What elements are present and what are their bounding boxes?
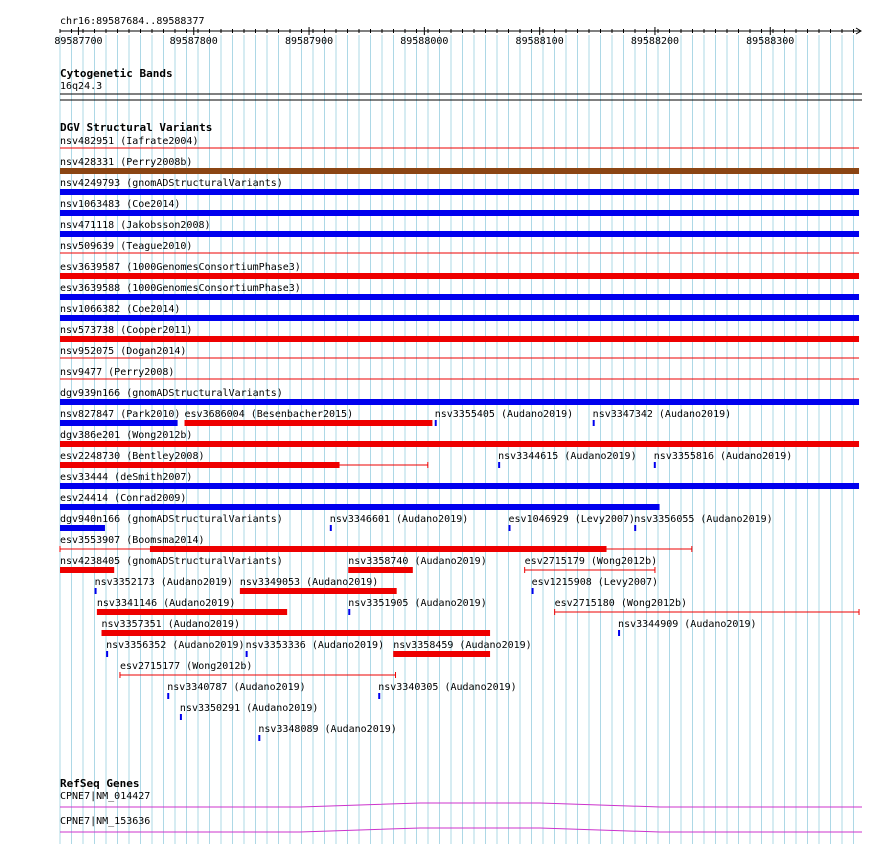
- ruler-tick-label: 89588000: [400, 36, 449, 47]
- sv-feature-label: nsv471118 (Jakobsson2008): [60, 220, 211, 231]
- sv-feature[interactable]: [120, 661, 396, 678]
- sv-feature[interactable]: [618, 619, 756, 636]
- sv-feature-bar[interactable]: [60, 441, 859, 447]
- sv-feature-label: nsv3344615 (Audano2019): [498, 451, 637, 462]
- sv-feature[interactable]: [246, 640, 384, 657]
- sv-feature[interactable]: [60, 430, 859, 447]
- sv-feature-bar[interactable]: [102, 630, 491, 636]
- sv-feature-label: nsv3356352 (Audano2019): [106, 640, 245, 651]
- sv-feature-label: esv3686004 (Besenbacher2015): [184, 409, 354, 420]
- sv-feature[interactable]: [525, 556, 657, 573]
- sv-feature[interactable]: [60, 325, 859, 342]
- ruler-tick-label: 89587900: [284, 36, 334, 47]
- sv-feature-label: nsv9477 (Perry2008): [60, 367, 175, 378]
- sv-feature-bar[interactable]: [60, 189, 859, 195]
- gene-label-nm-153636: CPNE7|NM_153636: [60, 816, 151, 827]
- sv-feature[interactable]: [348, 556, 486, 573]
- sv-feature[interactable]: [60, 157, 859, 174]
- sv-feature[interactable]: [555, 598, 859, 615]
- sv-feature-bar[interactable]: [60, 525, 105, 531]
- sv-feature-bar[interactable]: [60, 231, 859, 237]
- sv-feature[interactable]: [150, 546, 607, 552]
- sv-feature-label: esv2715177 (Wong2012b): [119, 661, 253, 672]
- sv-feature-label: nsv3355405 (Audano2019): [434, 409, 574, 420]
- sv-feature[interactable]: [60, 178, 859, 195]
- sv-feature[interactable]: [185, 409, 433, 426]
- sv-feature[interactable]: [532, 577, 658, 594]
- sv-feature-bar[interactable]: [185, 420, 433, 426]
- sv-feature-bar[interactable]: [60, 420, 178, 426]
- sv-feature-label: esv3639587 (1000GenomesConsortiumPhase3): [60, 262, 301, 273]
- sv-feature-label: nsv3355816 (Audano2019): [653, 451, 793, 462]
- sv-feature[interactable]: [60, 346, 859, 358]
- sv-feature-label: esv1046929 (Levy2007): [508, 514, 635, 525]
- sv-feature-label: nsv428331 (Perry2008b): [60, 157, 193, 168]
- sv-feature-label: esv1215908 (Levy2007): [531, 577, 659, 588]
- sv-feature[interactable]: [60, 493, 660, 510]
- sv-feature-bar[interactable]: [60, 504, 660, 510]
- sv-feature-tick[interactable]: [95, 588, 97, 594]
- sv-feature[interactable]: [60, 388, 859, 405]
- sv-feature-label: nsv3340305 (Audano2019): [378, 682, 517, 693]
- sv-feature-label: nsv3358459 (Audano2019): [393, 640, 532, 651]
- gene-model-nm-014427[interactable]: [60, 803, 862, 807]
- ruler-tick-label: 89588200: [630, 36, 680, 47]
- sv-feature[interactable]: [330, 514, 468, 531]
- sv-feature-label: nsv3346601 (Audano2019): [329, 514, 469, 525]
- ruler-tick-label: 89587700: [54, 36, 103, 47]
- sv-feature[interactable]: [60, 514, 283, 531]
- sv-feature-bar[interactable]: [60, 273, 859, 279]
- sv-feature-label: nsv3357351 (Audano2019): [101, 619, 240, 630]
- sv-feature[interactable]: [60, 220, 859, 237]
- sv-feature-tick[interactable]: [246, 651, 248, 657]
- sv-feature[interactable]: [60, 199, 859, 216]
- sv-feature-bar[interactable]: [60, 210, 859, 216]
- track-title-cytogenetic-bands: Cytogenetic Bands: [60, 67, 173, 80]
- sv-feature[interactable]: [102, 619, 491, 636]
- sv-feature-tick[interactable]: [498, 462, 500, 468]
- ruler-tick-label: 89588100: [515, 36, 564, 47]
- sv-feature-bar[interactable]: [60, 294, 859, 300]
- sv-feature[interactable]: [60, 283, 859, 300]
- sv-feature-label: nsv3348089 (Audano2019): [258, 724, 397, 735]
- sv-feature-label: nsv3347342 (Audano2019): [592, 409, 732, 420]
- sv-feature[interactable]: [258, 724, 396, 741]
- cyto-band-label: 16q24.3: [60, 81, 103, 92]
- track-title-refseq: RefSeq Genes: [60, 777, 140, 790]
- sv-feature[interactable]: [97, 598, 287, 615]
- track-refseq-genes: [60, 777, 862, 832]
- sv-feature-tick[interactable]: [593, 420, 595, 426]
- ruler-ticks: [54, 27, 861, 47]
- sv-feature-label: nsv3341146 (Audano2019): [96, 598, 236, 609]
- sv-feature-label: nsv3340787 (Audano2019): [167, 682, 306, 693]
- gene-model-nm-153636[interactable]: [60, 828, 862, 832]
- sv-feature-tick[interactable]: [435, 420, 437, 426]
- sv-feature-label: nsv3344909 (Audano2019): [618, 619, 757, 630]
- sv-feature-tick[interactable]: [634, 525, 636, 531]
- sv-feature-label: dgv940n166 (gnomADStructuralVariants): [60, 514, 283, 525]
- sv-feature-bar[interactable]: [60, 315, 859, 321]
- sv-feature-label: nsv509639 (Teague2010): [60, 241, 193, 252]
- sv-feature-label: nsv4249793 (gnomADStructuralVariants): [60, 178, 283, 189]
- sv-feature-tick[interactable]: [258, 735, 260, 741]
- sv-feature[interactable]: [509, 514, 635, 531]
- ruler-tick-label: 89587800: [169, 36, 218, 47]
- sv-feature[interactable]: [180, 703, 318, 720]
- sv-feature-tick[interactable]: [509, 525, 511, 531]
- sv-feature-bar[interactable]: [60, 336, 859, 342]
- sv-feature-label: esv2715179 (Wong2012b): [524, 556, 658, 567]
- sv-feature-label: nsv1063483 (Coe2014): [60, 199, 181, 210]
- sv-feature[interactable]: [60, 136, 859, 148]
- gene-label-nm-014427: CPNE7|NM_014427: [60, 791, 151, 802]
- sv-feature-tick[interactable]: [618, 630, 620, 636]
- sv-feature-label: dgv939n166 (gnomADStructuralVariants): [60, 388, 283, 399]
- track-title-dgv: DGV Structural Variants: [60, 121, 213, 134]
- sv-feature[interactable]: [60, 367, 859, 379]
- sv-feature-label: esv3553907 (Boomsma2014): [60, 535, 205, 546]
- sv-feature-tick[interactable]: [378, 693, 380, 699]
- sv-feature-bar[interactable]: [240, 588, 397, 594]
- sv-feature-label: nsv3350291 (Audano2019): [179, 703, 319, 714]
- sv-feature-bar[interactable]: [60, 399, 859, 405]
- dgv-features: [60, 136, 859, 741]
- sv-feature-label: nsv827847 (Park2010): [60, 409, 181, 420]
- sv-feature-bar[interactable]: [150, 546, 607, 552]
- sv-feature-label: nsv1066382 (Coe2014): [60, 304, 181, 315]
- sv-feature-bar[interactable]: [348, 567, 413, 573]
- sv-feature[interactable]: [60, 262, 859, 279]
- sv-feature[interactable]: [654, 451, 792, 468]
- ruler: [54, 16, 861, 47]
- sv-feature[interactable]: [60, 409, 180, 426]
- sv-feature-label: esv2248730 (Bentley2008): [60, 451, 205, 462]
- track-cytogenetic-bands: [60, 67, 862, 100]
- sv-feature-tick[interactable]: [167, 693, 169, 699]
- sv-feature-bar[interactable]: [60, 462, 339, 468]
- sv-feature[interactable]: [378, 682, 516, 699]
- sv-feature-label: nsv3351905 (Audano2019): [348, 598, 487, 609]
- sv-feature[interactable]: [498, 451, 636, 468]
- sv-feature-bar[interactable]: [60, 567, 114, 573]
- sv-feature-label: esv33444 (deSmith2007): [60, 472, 193, 483]
- sv-feature-label: nsv3358740 (Audano2019): [348, 556, 487, 567]
- sv-feature-label: esv24414 (Conrad2009): [60, 493, 187, 504]
- sv-feature[interactable]: [60, 451, 339, 468]
- sv-feature-bar[interactable]: [60, 168, 859, 174]
- sv-feature[interactable]: [60, 472, 859, 489]
- sv-feature[interactable]: [339, 462, 428, 468]
- sv-feature[interactable]: [348, 598, 486, 615]
- sv-feature-bar[interactable]: [393, 651, 490, 657]
- sv-feature-tick[interactable]: [106, 651, 108, 657]
- sv-feature[interactable]: [167, 682, 305, 699]
- sv-feature-tick[interactable]: [180, 714, 182, 720]
- sv-feature[interactable]: [60, 556, 283, 573]
- sv-feature-tick[interactable]: [532, 588, 534, 594]
- sv-feature[interactable]: [593, 409, 731, 426]
- sv-feature[interactable]: [634, 514, 772, 531]
- sv-feature-label: nsv4238405 (gnomADStructuralVariants): [60, 556, 283, 567]
- sv-feature-label: nsv3356055 (Audano2019): [634, 514, 773, 525]
- sv-feature-label: nsv573738 (Cooper2011): [60, 325, 193, 336]
- sv-feature-label: nsv952075 (Dogan2014): [60, 346, 187, 357]
- location-label: chr16:89587684..89588377: [60, 16, 205, 27]
- sv-feature-bar[interactable]: [60, 483, 859, 489]
- sv-feature[interactable]: [60, 304, 859, 321]
- sv-feature-label: dgv386e201 (Wong2012b): [60, 430, 193, 441]
- sv-feature-tick[interactable]: [348, 609, 350, 615]
- sv-feature-label: esv2715180 (Wong2012b): [554, 598, 688, 609]
- track-dgv-structural-variants: [60, 121, 859, 741]
- sv-feature[interactable]: [240, 577, 397, 594]
- sv-feature-tick[interactable]: [654, 462, 656, 468]
- sv-feature-label: esv3639588 (1000GenomesConsortiumPhase3): [60, 283, 301, 294]
- sv-feature-bar[interactable]: [97, 609, 287, 615]
- ruler-tick-label: 89588300: [746, 36, 795, 47]
- sv-feature-label: nsv3353336 (Audano2019): [245, 640, 385, 651]
- sv-feature-label: nsv482951 (Iafrate2004): [60, 136, 199, 147]
- sv-feature[interactable]: [60, 241, 859, 253]
- sv-feature-label: nsv3349053 (Audano2019): [239, 577, 379, 588]
- sv-feature[interactable]: [435, 409, 573, 426]
- sv-feature-tick[interactable]: [330, 525, 332, 531]
- sv-feature[interactable]: [393, 640, 531, 657]
- sv-feature-label: nsv3352173 (Audano2019): [94, 577, 234, 588]
